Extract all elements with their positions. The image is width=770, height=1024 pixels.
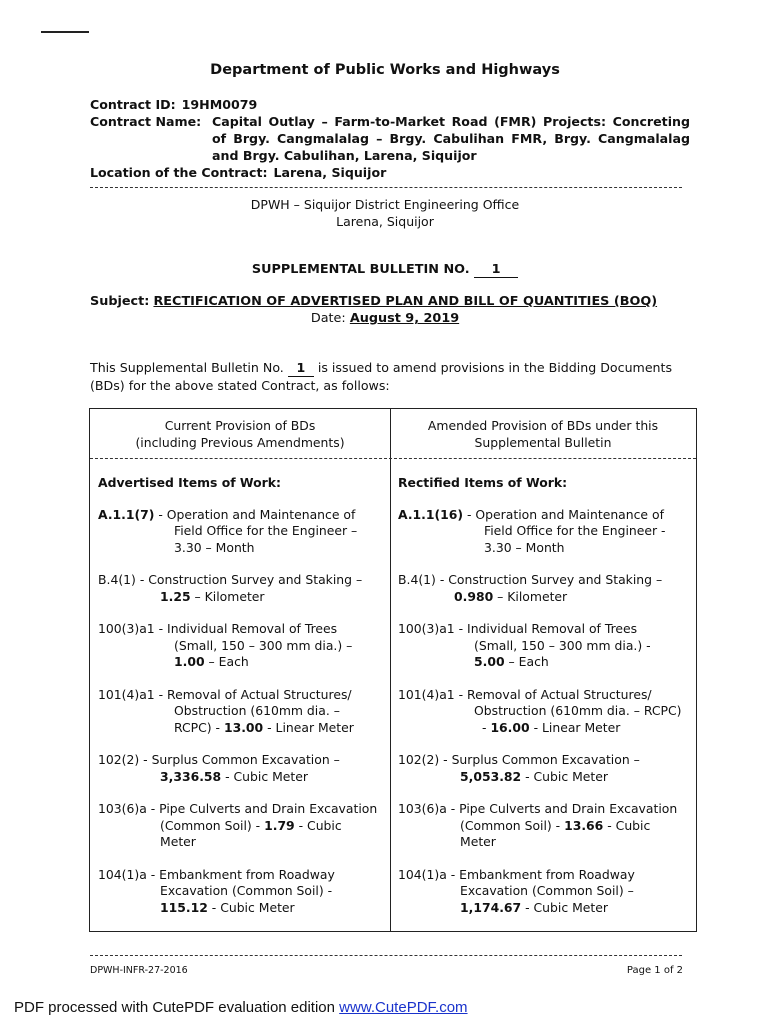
- item-desc: - Removal of Actual Structures/: [158, 686, 352, 702]
- intro-post: is issued to amend provisions in the Bidding Documents (BDs) for the above stated Contract, as follows:: [90, 360, 673, 393]
- item-unit: Meter: [160, 834, 196, 849]
- item-code: 103(6)a: [98, 801, 147, 816]
- work-item: [398, 572, 690, 605]
- item-code: 100(3)a1: [398, 621, 455, 636]
- page-title: Department of Public Works and Highways: [210, 62, 560, 78]
- item-code: A.1.1(16): [398, 506, 464, 522]
- item-desc: (Common Soil) -: [160, 817, 261, 833]
- work-item: [398, 801, 690, 851]
- table-divider: [390, 409, 391, 931]
- item-unit: – Kilometer: [194, 588, 265, 604]
- work-item: [98, 507, 386, 557]
- separator-dashed: [90, 187, 682, 188]
- item-desc: - Individual Removal of Trees: [158, 621, 338, 636]
- item-unit: - Cubic: [298, 817, 342, 833]
- date-value: August 9, 2019: [349, 311, 460, 326]
- table-header-rule: [90, 458, 696, 459]
- work-item: [398, 507, 690, 557]
- right-column: [398, 475, 690, 932]
- item-unit: – Kilometer: [497, 588, 568, 604]
- pdf-watermark: [14, 999, 468, 1016]
- work-item: [398, 867, 690, 917]
- contract-name-value: Capital Outlay – Farm-to-Market Road (FMR) Projects: Concreting of Brgy. Cangmalalag – Brgy. Cabulihan FMR, Brgy. Cangmalalag and Brgy. Cabulihan, Larena, Siquijor: [212, 114, 690, 163]
- item-desc: RCPC) -: [174, 719, 221, 735]
- item-desc: Obstruction (610mm dia. –: [174, 703, 340, 718]
- work-item: [398, 621, 690, 671]
- item-qty: 5.00: [474, 654, 505, 669]
- contract-info: [90, 96, 690, 181]
- work-item: [98, 687, 386, 737]
- contract-id-value: 19HM0079: [181, 97, 258, 112]
- item-unit: - Cubic Meter: [525, 899, 608, 915]
- item-code: 100(3)a1: [98, 621, 155, 636]
- item-desc: - Construction Survey and Staking –: [139, 572, 363, 587]
- contract-location-row: [90, 164, 690, 181]
- item-code: 104(1)a: [98, 866, 147, 882]
- bulletin-number: 1: [474, 262, 518, 278]
- work-item: [98, 621, 386, 671]
- item-desc: - Embankment from Roadway: [150, 866, 335, 882]
- item-qty: 3.30: [484, 539, 512, 555]
- item-desc: -: [482, 719, 487, 735]
- item-desc: Obstruction (610mm dia. – RCPC): [474, 703, 682, 718]
- top-rule: [41, 31, 89, 33]
- item-desc: Excavation (Common Soil) -: [160, 883, 333, 898]
- item-desc: - Removal of Actual Structures/: [458, 686, 652, 702]
- right-column-title: Rectified Items of Work:: [398, 475, 568, 490]
- item-qty: 1,174.67: [460, 899, 522, 915]
- item-unit: - Cubic: [607, 817, 651, 833]
- item-unit: – Each: [508, 654, 549, 669]
- left-header-line: Current Provision of BDs: [164, 418, 316, 433]
- item-code: 104(1)a: [398, 866, 447, 882]
- item-code: 101(4)a1: [98, 686, 155, 702]
- item-unit: - Cubic Meter: [225, 768, 308, 784]
- item-qty: 1.00: [174, 654, 205, 669]
- item-qty: 3,336.58: [160, 768, 222, 784]
- item-desc: - Construction Survey and Staking –: [439, 572, 663, 587]
- item-code: 103(6)a: [398, 801, 447, 816]
- left-column-header: [90, 417, 390, 451]
- right-column-header: [390, 417, 696, 451]
- bulletin-label: SUPPLEMENTAL BULLETIN NO.: [251, 262, 470, 277]
- item-qty: 16.00: [490, 719, 530, 735]
- date-line: [0, 311, 770, 326]
- item-qty: 5,053.82: [460, 768, 522, 784]
- item-qty: 3.30: [174, 539, 202, 555]
- item-desc: Excavation (Common Soil) –: [460, 883, 634, 898]
- page-number: Page 1 of 2: [626, 965, 683, 976]
- item-desc: - Pipe Culverts and Drain Excavation: [150, 801, 378, 816]
- work-item: [398, 687, 690, 737]
- item-code: A.1.1(7): [98, 506, 155, 522]
- intro-number: 1: [288, 359, 314, 377]
- item-qty: 0.980: [454, 588, 494, 604]
- work-item: [398, 752, 690, 785]
- form-code: DPWH-INFR-27-2016: [90, 965, 188, 976]
- item-qty: 13.00: [223, 719, 264, 735]
- item-desc: - Pipe Culverts and Drain Excavation: [450, 801, 678, 816]
- office-location: Larena, Siquijor: [336, 214, 434, 229]
- footer-separator: [90, 955, 682, 956]
- item-code: 101(4)a1: [398, 686, 455, 702]
- left-column: [98, 475, 386, 932]
- item-unit: Meter: [460, 834, 496, 849]
- item-desc: - Individual Removal of Trees: [458, 621, 638, 636]
- item-desc: (Common Soil) -: [460, 817, 561, 833]
- intro-paragraph: [90, 359, 685, 394]
- item-unit: - Cubic Meter: [525, 768, 608, 784]
- item-unit: - Linear Meter: [267, 719, 354, 735]
- work-item: [98, 801, 386, 851]
- office-name: DPWH – Siquijor District Engineering Office: [250, 197, 520, 212]
- right-header-line: Amended Provision of BDs under this: [427, 418, 659, 433]
- intro-pre: This Supplemental Bulletin No.: [90, 360, 284, 375]
- date-label: Date:: [310, 311, 346, 326]
- contract-name-row: [90, 113, 690, 164]
- subject-line: [90, 294, 690, 309]
- item-desc: - Surplus Common Excavation –: [143, 752, 340, 767]
- item-code: 102(2): [398, 752, 440, 767]
- item-desc: Field Office for the Engineer -: [484, 523, 666, 538]
- left-header-line: (including Previous Amendments): [135, 435, 345, 450]
- contract-id-label: Contract ID:: [90, 97, 176, 112]
- item-unit: - Cubic Meter: [211, 899, 295, 915]
- item-desc: (Small, 150 – 300 mm dia.) –: [174, 637, 353, 653]
- item-code: 102(2): [98, 752, 140, 767]
- item-desc: (Small, 150 – 300 mm dia.) -: [474, 637, 651, 653]
- item-desc: - Surplus Common Excavation –: [443, 752, 640, 767]
- office-block: [0, 196, 770, 230]
- left-column-title: Advertised Items of Work:: [98, 475, 281, 490]
- item-code: B.4(1): [398, 572, 436, 587]
- contract-name-label: Contract Name:: [90, 114, 202, 129]
- contract-location-label: Location of the Contract:: [90, 165, 268, 180]
- watermark-text: PDF processed with CutePDF evaluation edition: [14, 999, 335, 1016]
- item-unit: – Month: [205, 539, 255, 555]
- amendment-table: [89, 408, 697, 932]
- item-desc: - Embankment from Roadway: [450, 866, 635, 882]
- contract-id-row: [90, 96, 690, 113]
- item-qty: 1.25: [160, 588, 191, 604]
- item-qty: 1.79: [264, 817, 295, 833]
- cutepdf-link[interactable]: www.CutePDF.com: [339, 999, 468, 1016]
- work-item: [98, 752, 386, 785]
- item-unit: – Each: [208, 654, 249, 669]
- item-desc: - Operation and Maintenance of: [158, 506, 356, 522]
- item-unit: – Month: [515, 539, 565, 555]
- item-desc: Field Office for the Engineer –: [174, 523, 358, 538]
- work-item: [98, 867, 386, 917]
- subject-label: Subject:: [90, 294, 150, 309]
- subject-text: RECTIFICATION OF ADVERTISED PLAN AND BILL OF QUANTITIES (BOQ): [153, 294, 658, 309]
- bulletin-title: [0, 262, 770, 278]
- item-qty: 115.12: [160, 899, 208, 915]
- item-desc: - Operation and Maintenance of: [467, 506, 664, 522]
- contract-location-value: Larena, Siquijor: [273, 165, 387, 180]
- item-unit: - Linear Meter: [533, 719, 621, 735]
- item-qty: 13.66: [564, 817, 604, 833]
- item-code: B.4(1): [98, 572, 136, 587]
- right-header-line: Supplemental Bulletin: [474, 435, 612, 450]
- work-item: [98, 572, 386, 605]
